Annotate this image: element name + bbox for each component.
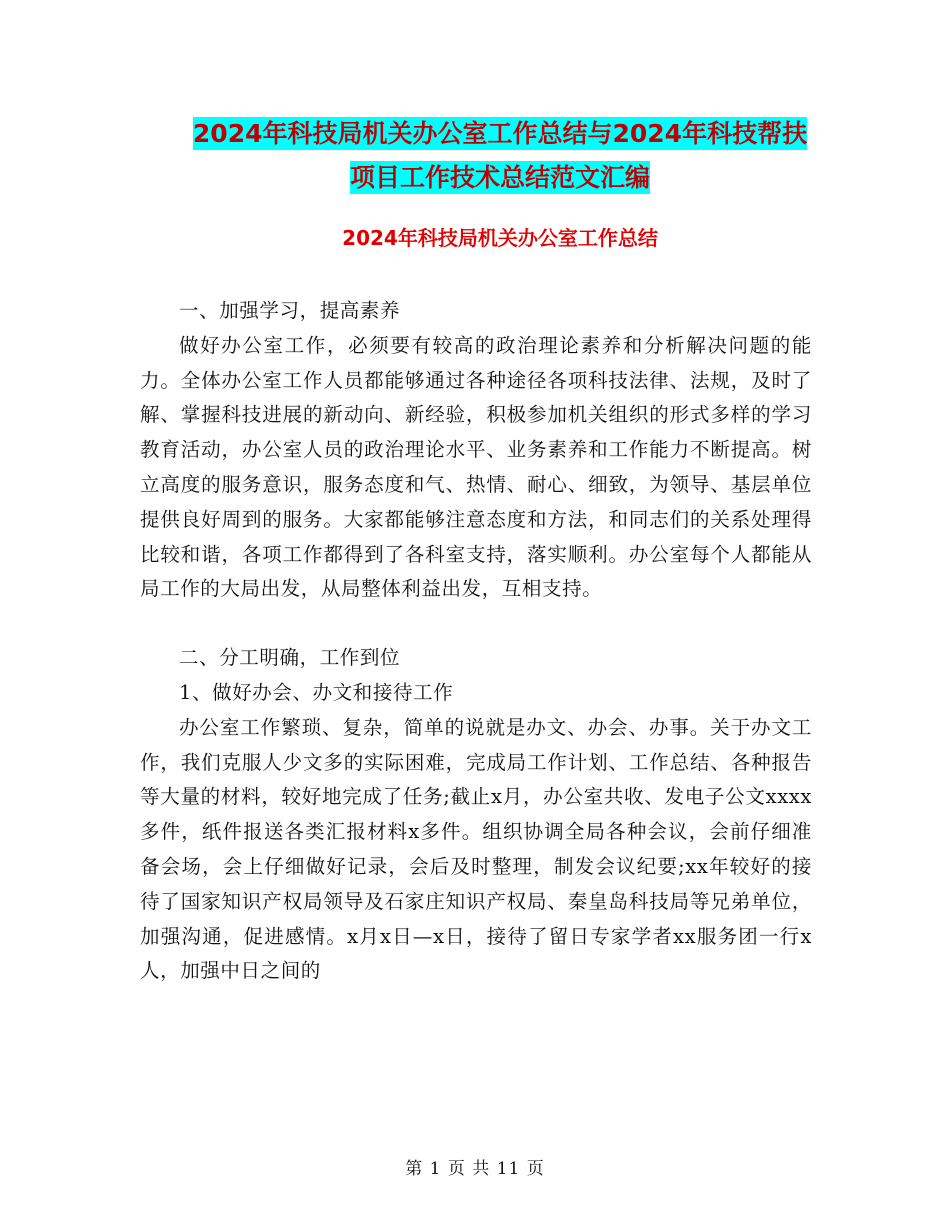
document-title-line2: 项目工作技术总结范文汇编: [349, 163, 650, 192]
heading-2: 二、分工明确，工作到位: [179, 646, 401, 670]
document-title: [140, 112, 860, 200]
paragraph-1: 做好办公室工作，必须要有较高的政治理论素养和分析解决问题的能力。全体办公室工作人员都能够通过各种途径各项科技法律、法规，及时了解、掌握科技进展的新动向、新经验，积极参加机关组织的形式多样的学习教育活动，办公室人员的政治理论水平、业务素养和工作能力不断提高。树立高度的服务意识，服务态度和气、热情、耐心、细致，为领导、基层单位提供良好周到的服务。大家都能够注意态度和方法，和同志们的关系处理得比较和谐，各项工作都得到了各科室支持，落实顺利。办公室每个人都能从局工作的大局出发，从局整体利益出发，互相支持。: [140, 333, 812, 601]
section-title: 2024年科技局机关办公室工作总结: [342, 226, 658, 250]
paragraph-spacer: [140, 607, 812, 641]
paragraph-2: 办公室工作繁琐、复杂，简单的说就是办文、办会、办事。关于办文工作，我们克服人少文多的实际困难，完成局工作计划、工作总结、各种报告等大量的材料，较好地完成了任务;截止x月，办公室共收、发电子公文xxxx多件，纸件报送各类汇报材料x多件。组织协调全局各种会议，会前仔细准备会场，会上仔细做好记录，会后及时整理，制发会议纪要;xx年较好的接待了国家知识产权局领导及石家庄知识产权局、秦皇岛科技局等兄弟单位，加强沟通，促进感情。x月x日—x日，接待了留日专家学者xx服务团一行x人，加强中日之间的: [140, 715, 812, 983]
page-footer: 第 1 页 共 11 页: [405, 1159, 545, 1179]
document-title-line1: 2024年科技局机关办公室工作总结与2024年科技帮扶: [192, 119, 808, 148]
subheading-1: 1、做好办会、办文和接待工作: [179, 680, 454, 704]
heading-1: 一、加强学习，提高素养: [179, 299, 401, 322]
document-body: [140, 294, 812, 989]
